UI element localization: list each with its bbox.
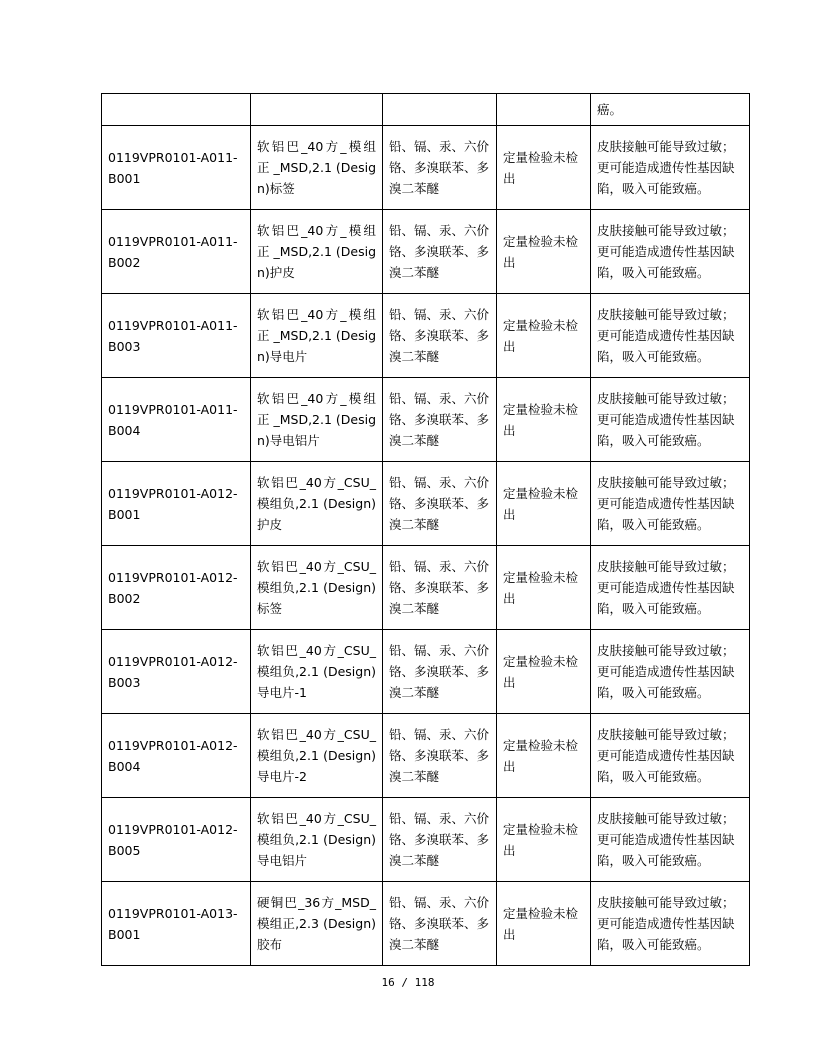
method-cell: 定量检验未检出 [497, 126, 591, 210]
method-cell: 定量检验未检出 [497, 798, 591, 882]
part-cell: 软铝巴_40方_模组 正 _MSD,2.1 (Design)标签 [251, 126, 383, 210]
part-cell: 软铝巴_40方_CSU_模组负,2.1 (Design)导电铝片 [251, 798, 383, 882]
substances-cell [383, 94, 497, 126]
code-cell [102, 94, 251, 126]
code-cell: 0119VPR0101-A012-B005 [102, 798, 251, 882]
substances-cell: 铅、镉、汞、六价铬、多溴联苯、多溴二苯醚 [383, 882, 497, 966]
code-cell: 0119VPR0101-A013-B001 [102, 882, 251, 966]
code-cell: 0119VPR0101-A011-B002 [102, 210, 251, 294]
substances-cell: 铅、镉、汞、六价铬、多溴联苯、多溴二苯醚 [383, 294, 497, 378]
risk-cell: 皮肤接触可能导致过敏；更可能造成遗传性基因缺陷，吸入可能致癌。 [591, 630, 750, 714]
code-cell: 0119VPR0101-A012-B002 [102, 546, 251, 630]
part-cell: 软铝巴_40方_CSU_模组负,2.1 (Design)标签 [251, 546, 383, 630]
substances-cell: 铅、镉、汞、六价铬、多溴联苯、多溴二苯醚 [383, 378, 497, 462]
code-cell: 0119VPR0101-A012-B003 [102, 630, 251, 714]
code-cell: 0119VPR0101-A011-B004 [102, 378, 251, 462]
risk-cell: 皮肤接触可能导致过敏；更可能造成遗传性基因缺陷，吸入可能致癌。 [591, 378, 750, 462]
table-row [102, 546, 750, 630]
risk-cell: 癌。 [591, 94, 750, 126]
code-cell: 0119VPR0101-A011-B001 [102, 126, 251, 210]
code-cell: 0119VPR0101-A012-B004 [102, 714, 251, 798]
risk-cell: 皮肤接触可能导致过敏；更可能造成遗传性基因缺陷，吸入可能致癌。 [591, 462, 750, 546]
method-cell: 定量检验未检出 [497, 546, 591, 630]
substances-cell: 铅、镉、汞、六价铬、多溴联苯、多溴二苯醚 [383, 546, 497, 630]
code-cell: 0119VPR0101-A012-B001 [102, 462, 251, 546]
page-number: 16 / 118 [381, 976, 435, 989]
risk-cell: 皮肤接触可能导致过敏；更可能造成遗传性基因缺陷，吸入可能致癌。 [591, 546, 750, 630]
method-cell: 定量检验未检出 [497, 210, 591, 294]
risk-cell: 皮肤接触可能导致过敏；更可能造成遗传性基因缺陷，吸入可能致癌。 [591, 882, 750, 966]
method-cell: 定量检验未检出 [497, 882, 591, 966]
substances-cell: 铅、镉、汞、六价铬、多溴联苯、多溴二苯醚 [383, 462, 497, 546]
part-cell: 软铝巴_40方_模组 正 _MSD,2.1 (Design)导电片 [251, 294, 383, 378]
table-row [102, 294, 750, 378]
part-cell: 软铝巴_40方_CSU_模组负,2.1 (Design)导电片-1 [251, 630, 383, 714]
method-cell [497, 94, 591, 126]
substances-cell: 铅、镉、汞、六价铬、多溴联苯、多溴二苯醚 [383, 630, 497, 714]
method-cell: 定量检验未检出 [497, 714, 591, 798]
method-cell: 定量检验未检出 [497, 630, 591, 714]
code-cell: 0119VPR0101-A011-B003 [102, 294, 251, 378]
table-row [102, 462, 750, 546]
substances-cell: 铅、镉、汞、六价铬、多溴联苯、多溴二苯醚 [383, 126, 497, 210]
part-cell: 硬铜巴_36方_MSD_模组正,2.3 (Design)胶布 [251, 882, 383, 966]
table-row [102, 94, 750, 126]
substances-cell: 铅、镉、汞、六价铬、多溴联苯、多溴二苯醚 [383, 714, 497, 798]
risk-cell: 皮肤接触可能导致过敏；更可能造成遗传性基因缺陷，吸入可能致癌。 [591, 210, 750, 294]
part-cell: 软铝巴_40方_模组 正 _MSD,2.1 (Design)护皮 [251, 210, 383, 294]
table-row [102, 126, 750, 210]
substances-cell: 铅、镉、汞、六价铬、多溴联苯、多溴二苯醚 [383, 210, 497, 294]
part-cell [251, 94, 383, 126]
part-cell: 软铝巴_40方_CSU_模组负,2.1 (Design)护皮 [251, 462, 383, 546]
risk-cell: 皮肤接触可能导致过敏；更可能造成遗传性基因缺陷，吸入可能致癌。 [591, 294, 750, 378]
substance-table [101, 93, 750, 966]
risk-cell: 皮肤接触可能导致过敏；更可能造成遗传性基因缺陷，吸入可能致癌。 [591, 798, 750, 882]
table-row [102, 210, 750, 294]
table-row [102, 882, 750, 966]
method-cell: 定量检验未检出 [497, 378, 591, 462]
table-row [102, 378, 750, 462]
method-cell: 定量检验未检出 [497, 294, 591, 378]
substances-cell: 铅、镉、汞、六价铬、多溴联苯、多溴二苯醚 [383, 798, 497, 882]
risk-cell: 皮肤接触可能导致过敏；更可能造成遗传性基因缺陷，吸入可能致癌。 [591, 126, 750, 210]
part-cell: 软铝巴_40方_模组 正 _MSD,2.1 (Design)导电铝片 [251, 378, 383, 462]
part-cell: 软铝巴_40方_CSU_模组负,2.1 (Design)导电片-2 [251, 714, 383, 798]
table-row [102, 714, 750, 798]
table-row [102, 798, 750, 882]
method-cell: 定量检验未检出 [497, 462, 591, 546]
risk-cell: 皮肤接触可能导致过敏；更可能造成遗传性基因缺陷，吸入可能致癌。 [591, 714, 750, 798]
table-row [102, 630, 750, 714]
